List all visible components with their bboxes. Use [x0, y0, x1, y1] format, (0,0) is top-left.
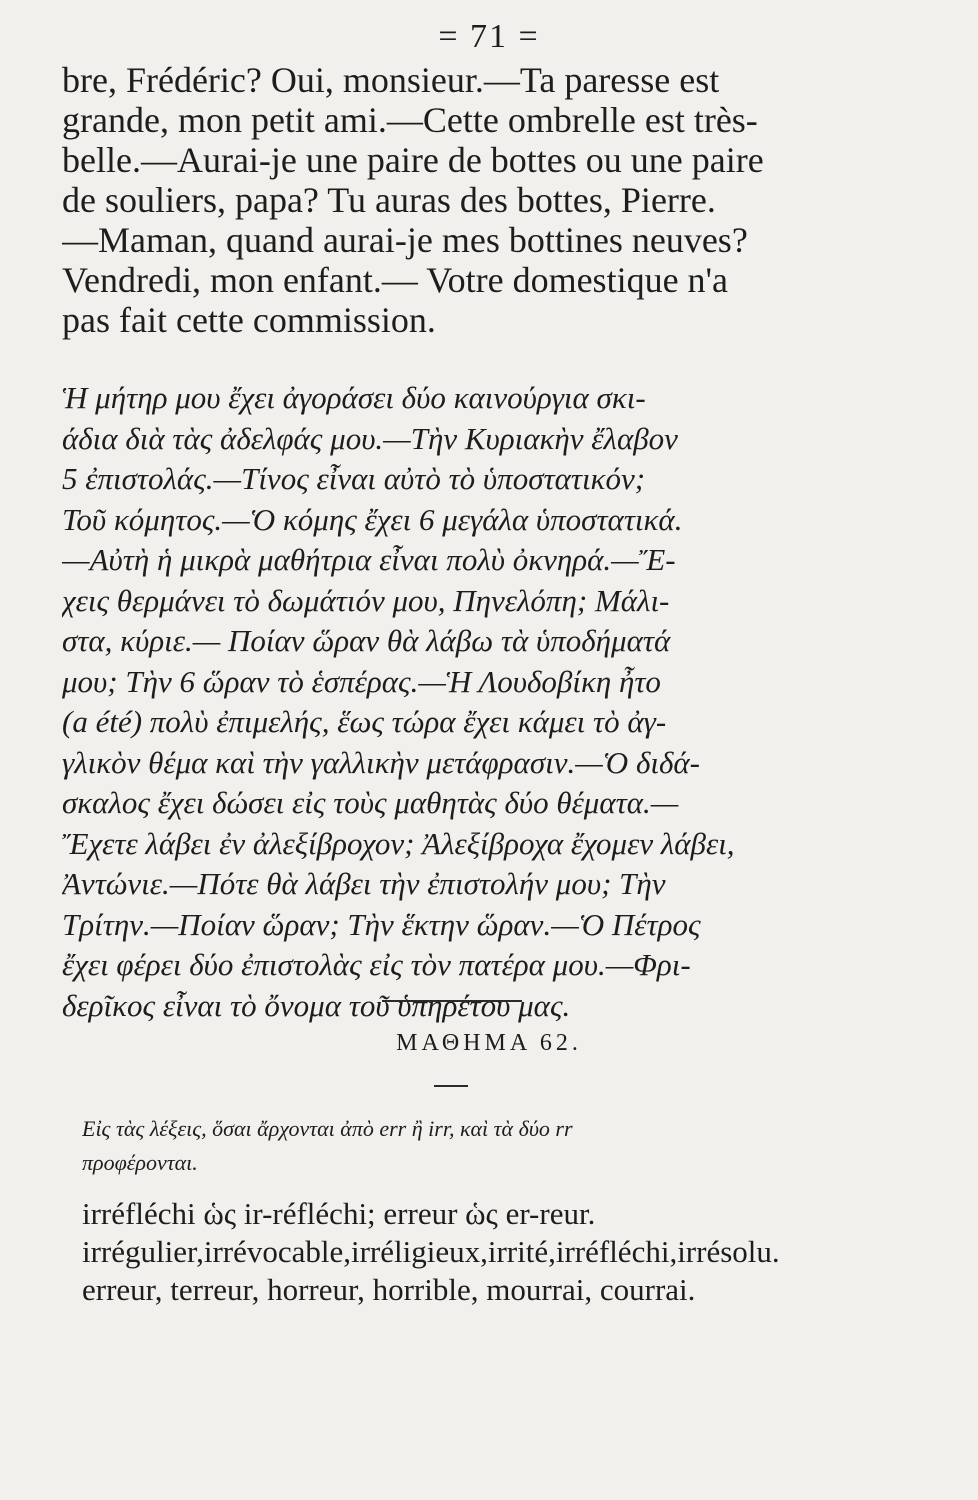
text-line: Ἀντώνιε.—Πότε θὰ λάβει τὴν ἐπιστολήν μου; Τὴν [62, 866, 666, 901]
lesson-title: ΜΑΘΗΜΑ 62. [396, 1030, 582, 1056]
example-line: irréfléchi ὡς ir-réfléchi; erreur ὡς er-reur. [82, 1196, 596, 1231]
text-line: grande, mon petit ami.—Cette ombrelle est très- [62, 100, 758, 140]
pronunciation-note [82, 1112, 902, 1180]
text-line: μου; Τὴν 6 ὥραν τὸ ἑσπέρας.—Ἡ Λουδοβίκη ἦτο [62, 663, 661, 699]
examples-block [82, 1195, 902, 1309]
french-paragraph [62, 60, 900, 340]
text-line: στα, κύριε.— Ποίαν ὥραν θὰ λάβω τὰ ὑποδήματά [62, 623, 671, 658]
text-line: Τρίτην.—Ποίαν ὥραν; Τὴν ἕκτην ὥραν.—Ὁ Πέτρος [62, 906, 701, 942]
text-line: Ἔχετε λάβει ἐν ἀλεξίβροχον; Ἀλεξίβροχα ἔχομεν λάβει, [62, 825, 735, 861]
text-line: (a été) πολὺ ἐπιμελής, ἕως τώρα ἔχει κάμει τὸ ἀγ- [62, 704, 667, 739]
text-line: χεις θερμάνει τὸ δωμάτιόν μου, Πηνελόπη; Μάλι- [62, 582, 670, 618]
section-divider [382, 1000, 522, 1002]
text-line: Vendredi, mon enfant.— Votre domestique n'a [62, 260, 729, 300]
text-line: Ἡ μήτηρ μου ἔχει ἀγοράσει δύο καινούργια σκι- [62, 380, 646, 415]
text-line: 5 ἐπιστολάς.—Τίνος εἶναι αὐτὸ τὸ ὑποστατικόν; [62, 461, 646, 496]
text-line: —Maman, quand aurai-je mes bottines neuves? [62, 220, 748, 260]
text-line: bre, Frédéric? Oui, monsieur.—Ta paresse est [62, 60, 720, 100]
text-line: de souliers, papa? Tu auras des bottes, Pierre. [62, 180, 716, 220]
title-underline [434, 1085, 468, 1087]
text-line: σκαλος ἔχει δώσει εἰς τοὺς μαθητὰς δύο θέματα.— [62, 785, 679, 820]
text-line: Τοῦ κόμητος.—Ὁ κόμης ἔχει 6 μεγάλα ὑποστατικά. [62, 501, 683, 537]
text-line: —Αὐτὴ ἡ μικρὰ μαθήτρια εἶναι πολὺ ὀκνηρά.—Ἔ- [62, 542, 676, 577]
page-number: = 71 = [438, 18, 540, 55]
text-line: γλικὸν θέμα καὶ τὴν γαλλικὴν μετάφρασιν.—Ὁ διδά- [62, 744, 700, 780]
example-line: irrégulier,irrévocable,irréligieux,irrité,irréfléchi,irrésolu. [82, 1234, 780, 1269]
text-line: δερῖκος εἶναι τὸ ὄνομα τοῦ ὑπηρέτου μας. [62, 987, 571, 1023]
example-line: erreur, terreur, horreur, horrible, mourrai, courrai. [82, 1272, 696, 1307]
note-line: Εἰς τὰς λέξεις, ὅσαι ἄρχονται ἀπὸ err ἢ irr, καὶ τὰ δύο rr [82, 1116, 573, 1141]
text-line: belle.—Aurai-je une paire de bottes ou une paire [62, 140, 764, 180]
greek-paragraph [62, 378, 900, 1026]
text-line: άδια διὰ τὰς ἀδελφάς μου.—Τὴν Κυριακὴν ἔλαβον [62, 420, 678, 456]
text-line: pas fait cette commission. [62, 300, 436, 340]
text-line: ἔχει φέρει δύο ἐπιστολὰς εἰς τὸν πατέρα μου.—Φρι- [62, 947, 691, 982]
note-line: προφέρονται. [82, 1150, 198, 1175]
